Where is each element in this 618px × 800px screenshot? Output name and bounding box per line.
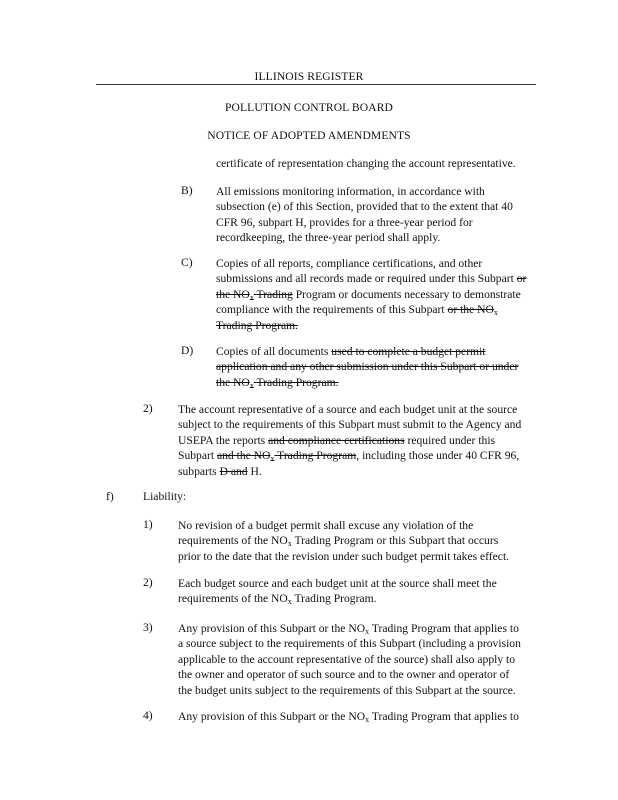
register-title: ILLINOIS REGISTER — [254, 70, 364, 83]
item-label-d: D) — [181, 344, 194, 357]
item-label-f: f) — [106, 490, 114, 503]
notice-title: NOTICE OF ADOPTED AMENDMENTS — [207, 129, 411, 142]
paragraph-d: Copies of all documents used to complete a budget permit application and any other submission under this Subpart or under the $NO_x$ Trading Program. — [216, 345, 519, 390]
item-label-2: 2) — [143, 402, 153, 415]
continuation-line: certificate of representation changing the account representative. — [216, 157, 516, 170]
paragraph-b: All emissions monitoring information, in accordance with subsection (e) of this Section, provided that to the extent that 40 CFR 96, subpart H, provides for a three-year period for recordkeeping, the three-year period shall apply. — [216, 185, 513, 245]
item-label-f3: 3) — [143, 621, 153, 634]
paragraph-f1: No revision of a budget permit shall excuse any violation of the requirements of the $NO_x$ Trading Program or this Subpart that occurs prior to the date that the revision under such budget permit takes effect. — [178, 519, 510, 563]
paragraph-2: The account representative of a source and each budget unit at the source subject to the requirements of this Subpart must submit to the Agency and USEPA the reports and compliance certifications required under this Subpart and the $NO_x$ Trading Program, including those under 40 CFR 96, subparts D and H. — [178, 403, 522, 478]
paragraph-c: Copies of all reports, compliance certifications, and other submissions and all records made or required under this Subpart or the $NO_x$ Trading Program or documents necessary to demonstrate compliance with the requirements of this Subpart or the $NO_x$ Trading Program. — [216, 257, 527, 332]
board-title: POLLUTION CONTROL BOARD — [224, 101, 394, 114]
paragraph-f4: Any provision of this Subpart or the $NO_x$ Trading Program that applies to — [178, 710, 519, 724]
paragraph-f2: Each budget source and each budget unit at the source shall meet the requirements of the $NO_x$ Trading Program. — [178, 577, 497, 607]
item-label-b: B) — [181, 184, 193, 197]
liability-heading: Liability: — [143, 490, 187, 503]
paragraph-f3: Any provision of this Subpart or the $NO_x$ Trading Program that applies to a source subject to the requirements of this Subpart (including a provision applicable to the account representative of the source) shall also apply to the owner and operator of such source and to the owner and operator of the budget units subject to the requirements of this Subpart at the source. — [178, 622, 521, 697]
item-label-f4: 4) — [143, 709, 153, 722]
item-label-f1: 1) — [143, 518, 153, 531]
item-label-f2: 2) — [143, 576, 153, 589]
header-rule — [96, 84, 536, 85]
item-label-c: C) — [181, 256, 193, 269]
